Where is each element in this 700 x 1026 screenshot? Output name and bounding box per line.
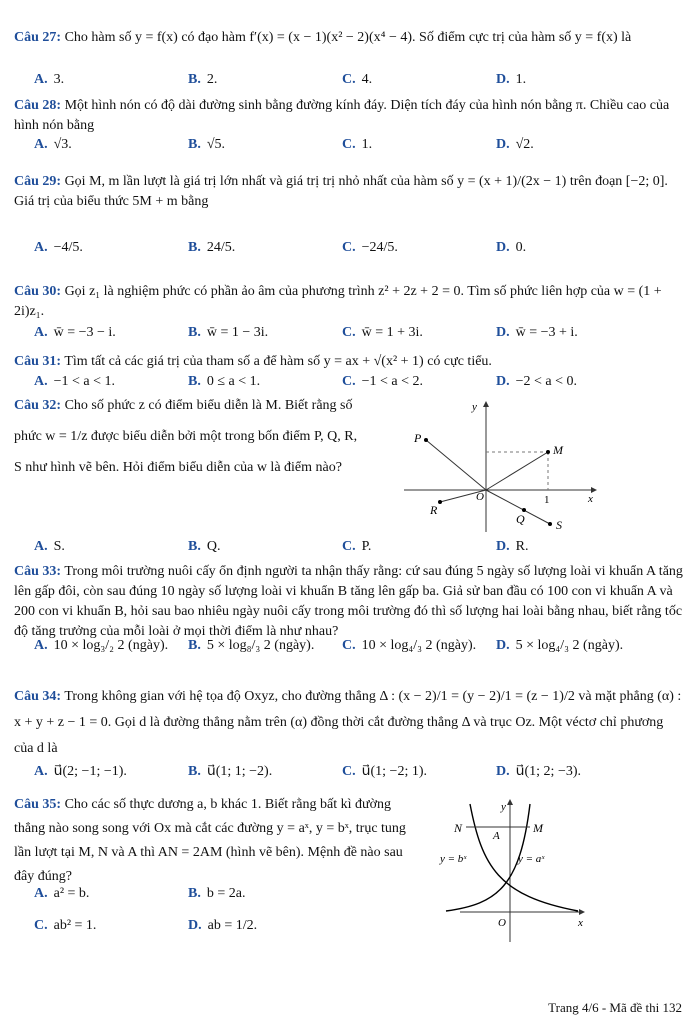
segment-op — [426, 440, 486, 490]
label-s: S — [556, 518, 562, 532]
option-b[interactable]: B. 24/5. — [188, 240, 236, 255]
page-footer: Trang 4/6 - Mã đề thi 132 — [548, 1000, 682, 1015]
question-label: Câu 31: — [14, 354, 62, 369]
option-d[interactable]: D. 0. — [496, 240, 527, 255]
option-b[interactable]: B. √5. — [188, 137, 226, 152]
options-28 — [34, 137, 684, 159]
options-30 — [34, 325, 684, 347]
option-c[interactable]: C. ab² = 1. — [34, 918, 97, 933]
option-d[interactable]: D. u⃗(1; 2; −3). — [496, 764, 581, 779]
label-m: M — [553, 443, 563, 457]
option-a[interactable]: A. √3. — [34, 137, 72, 152]
option-b[interactable]: B. 5 × log₈/₃ 2 (ngày). — [188, 638, 315, 653]
label-o: O — [498, 917, 506, 929]
label-q: Q — [516, 512, 525, 526]
label-n: N — [454, 821, 463, 835]
question-text: Trong không gian với hệ tọa độ Oxyz, cho đường thẳng Δ : (x − 2)/1 = (y − 2)/1 = (z − 1)/2 và mặt phẳng (α) : x + y + z − 1 = 0. Gọi d là đường thẳng nằm trên (α) đồng thời cắt đường thẳng Δ và trục Oz. Một véctơ chỉ phương của d là — [14, 689, 682, 756]
segment-om — [486, 452, 548, 490]
question-label: Câu 27: — [14, 30, 62, 45]
point-m — [546, 450, 550, 454]
label-a: A — [493, 830, 500, 842]
option-d[interactable]: D. √2. — [496, 137, 534, 152]
question-31 — [14, 352, 686, 372]
option-b[interactable]: B. w̄ = 1 − 3i. — [188, 325, 269, 340]
option-c[interactable]: C. 4. — [342, 72, 373, 87]
option-c[interactable]: C. 1. — [342, 137, 373, 152]
label-y: y — [501, 801, 506, 813]
option-a[interactable]: A. a² = b. — [34, 886, 90, 901]
point-p — [424, 438, 428, 442]
question-label: Câu 28: — [14, 98, 62, 113]
figure-35-exponential-graphs — [438, 796, 588, 944]
option-b[interactable]: B. u⃗(1; 1; −2). — [188, 764, 273, 779]
question-29 — [14, 172, 686, 212]
question-label: Câu 35: — [14, 797, 62, 812]
option-a[interactable]: A. S. — [34, 539, 65, 554]
option-a[interactable]: A. 3. — [34, 72, 65, 87]
option-b[interactable]: B. 0 ≤ a < 1. — [188, 374, 261, 389]
option-b[interactable]: B. b = 2a. — [188, 886, 246, 901]
label-right-curve: y = aˣ — [518, 853, 545, 865]
question-text: Cho các số thực dương a, b khác 1. Biết rằng bất kì đường thẳng nào song song với Ox mà cắt các đường y = aˣ, y = bˣ, trục tung lần lượt tại M, N và A thì AN = 2AM (hình vẽ bên). Mệnh đề nào sau đây đúng? — [14, 797, 406, 884]
question-text: Gọi M, m lần lượt là giá trị lớn nhất và giá trị trị nhỏ nhất của hàm số y = (x + 1)/(2x − 1) trên đoạn [−2; 0]. Giá trị của biểu thức 5M + m bằng — [14, 174, 668, 209]
question-27 — [14, 28, 686, 48]
options-33 — [34, 638, 684, 660]
question-35 — [14, 793, 414, 889]
question-text: Cho số phức z có điểm biểu diễn là M. Biết rằng số phức w = 1/z được biểu diễn bởi một trong bốn điểm P, Q, R, S như hình vẽ bên. Hỏi điểm biểu diễn của w là điểm nào? — [14, 398, 358, 475]
label-left-curve: y = bˣ — [440, 853, 467, 865]
question-28 — [14, 96, 686, 136]
question-30 — [14, 282, 686, 322]
question-text: Tìm tất cả các giá trị của tham số a để hàm số y = ax + √(x² + 1) có cực tiểu. — [64, 354, 492, 369]
question-label: Câu 34: — [14, 689, 62, 704]
point-r — [438, 500, 442, 504]
option-c[interactable]: C. w̄ = 1 + 3i. — [342, 325, 423, 340]
option-c[interactable]: C. −1 < a < 2. — [342, 374, 424, 389]
option-a[interactable]: A. w̄ = −3 − i. — [34, 325, 116, 340]
options-34 — [34, 763, 684, 785]
question-text: Một hình nón có độ dài đường sinh bằng đường kính đáy. Diện tích đáy của hình nón bằng π. Chiều cao của hình nón bằng — [14, 98, 670, 133]
question-text: Gọi z₁ là nghiệm phức có phần ảo âm của phương trình z² + 2z + 2 = 0. Tìm số phức liên hợp của w = (1 + 2i)z₁. — [14, 284, 662, 319]
option-a[interactable]: A. u⃗(2; −1; −1). — [34, 764, 127, 779]
label-r: R — [430, 503, 438, 517]
label-o: O — [476, 491, 484, 503]
question-34 — [14, 684, 686, 762]
point-s — [548, 522, 552, 526]
question-label: Câu 30: — [14, 284, 62, 299]
question-text: Trong môi trường nuôi cấy ổn định người ta nhận thấy rằng: cứ sau đúng 5 ngày số lượng loài vi khuẩn A tăng lên gấp đôi, còn sau đúng 10 ngày số lượng loài vi khuẩn B tăng lên gấp ba. Giả sử ban đầu có 100 con vi khuẩn A và 200 con vi khuẩn B, hỏi sau bao nhiêu ngày nuôi cấy trong môi trường đó thì số lượng hai loài bằng nhau, biết rằng tốc độ tăng trưởng của mỗi loài ở mọi thời điểm là như nhau? — [14, 564, 683, 639]
options-35-row2 — [34, 918, 394, 940]
question-label: Câu 33: — [14, 564, 62, 579]
question-label: Câu 32: — [14, 398, 62, 413]
option-d[interactable]: D. ab = 1/2. — [188, 918, 258, 933]
label-x: x — [588, 493, 593, 505]
option-a[interactable]: A. −1 < a < 1. — [34, 374, 116, 389]
option-a[interactable]: A. −4/5. — [34, 240, 83, 255]
option-a[interactable]: A. 10 × log₃/₂ 2 (ngày). — [34, 638, 169, 653]
option-b[interactable]: B. 2. — [188, 72, 218, 87]
option-d[interactable]: D. 5 × log₄/₃ 2 (ngày). — [496, 638, 624, 653]
label-one: 1 — [544, 494, 550, 506]
option-c[interactable]: C. u⃗(1; −2; 1). — [342, 764, 427, 779]
option-d[interactable]: D. R. — [496, 539, 529, 554]
figure-32-complex-plane — [398, 396, 608, 536]
options-32 — [34, 539, 684, 561]
question-32 — [14, 390, 364, 483]
option-d[interactable]: D. −2 < a < 0. — [496, 374, 578, 389]
option-c[interactable]: C. 10 × log₄/₃ 2 (ngày). — [342, 638, 477, 653]
question-label: Câu 29: — [14, 174, 62, 189]
question-33 — [14, 562, 686, 642]
options-29 — [34, 240, 684, 262]
options-35-row1 — [34, 886, 394, 908]
label-p: P — [414, 431, 422, 445]
option-c[interactable]: C. P. — [342, 539, 372, 554]
option-c[interactable]: C. −24/5. — [342, 240, 398, 255]
option-d[interactable]: D. w̄ = −3 + i. — [496, 325, 578, 340]
options-27 — [34, 72, 684, 94]
option-d[interactable]: D. 1. — [496, 72, 527, 87]
label-m: M — [533, 821, 543, 835]
option-b[interactable]: B. Q. — [188, 539, 221, 554]
question-text: Cho hàm số y = f(x) có đạo hàm f′(x) = (x − 1)(x² − 2)(x⁴ − 4). Số điểm cực trị của hàm số y = f(x) là — [64, 30, 632, 45]
label-y: y — [472, 401, 477, 413]
label-x: x — [578, 917, 583, 929]
